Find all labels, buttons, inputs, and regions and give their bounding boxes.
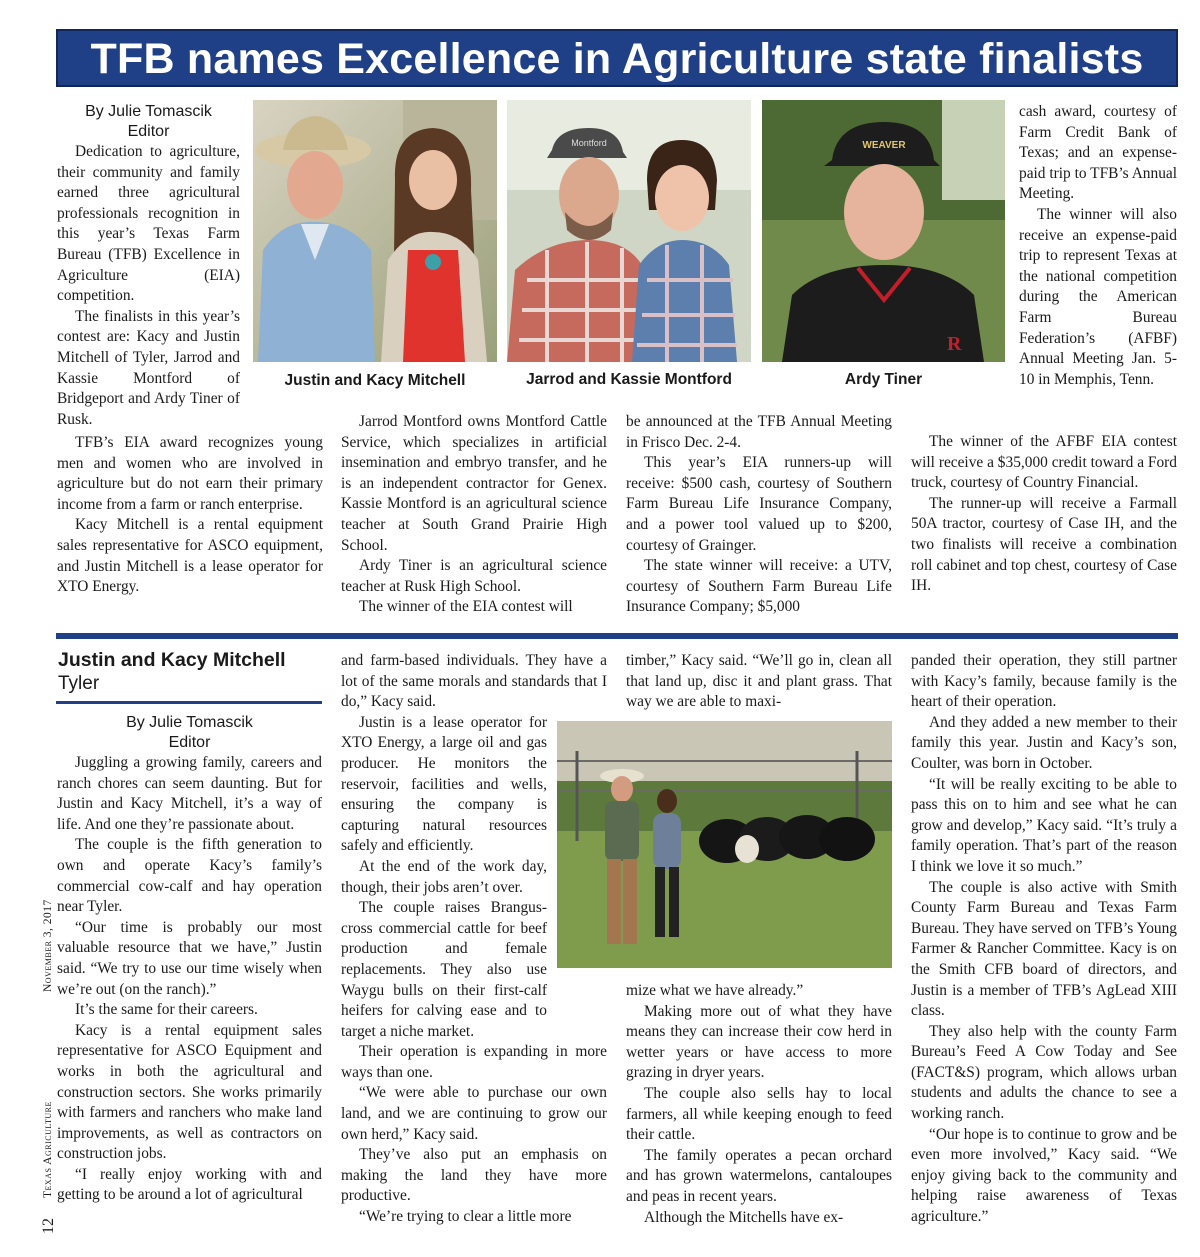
photo-ranch-image [557,721,892,968]
paragraph: Juggling a growing family, careers and ranch chores can seem daunting. But for Justin and Kacy Mitchell, it’s a way of life. And one they’re passionate about. [57,754,322,833]
paragraph: timber,” Kacy said. “We’ll go in, clean all that land up, disc it and plant grass. That way we are able to maxi- [626,652,892,711]
story-byline-title: Editor [168,734,211,751]
paragraph: panded their operation, they still partner with Kacy’s family, because family is the heart of their operation. [911,652,1177,711]
paragraph: cash award, courtesy of Farm Credit Bank of Texas; and an expense-paid trip to TFB’s Annual Meeting. [1019,103,1177,203]
paragraph: be announced at the TFB Annual Meeting in Frisco Dec. 2-4. [626,413,892,451]
paragraph: Ardy Tiner is an agricultural science teacher at Rusk High School. [341,557,607,595]
paragraph: This year’s EIA runners-up will receive: $500 cash, courtesy of Southern Farm Bureau Life Insurance Company, and a power tool valued up to $200, courtesy of Grainger. [626,454,892,554]
story-column-1 [57,713,322,1206]
paragraph: The couple is also active with Smith County Farm Bureau and Texas Farm Bureau. They have served on TFB’s Young Farmer & Rancher Committee. Kacy is on the Smith CFB board of directors, and Justin is a member of TFB’s AgLead XIII class. [911,878,1177,1020]
story-column-3-lower [626,981,892,1228]
photo-montford-image [507,100,751,362]
caption-mitchell: Justin and Kacy Mitchell [284,372,466,389]
paragraph: Although the Mitchells have ex- [644,1208,844,1226]
hat-logo-tiner: WEAVER [862,140,906,151]
photo-montford [507,100,751,362]
paragraph: “It will be really exciting to be able to pass this on to him and see what he can grow and develop,” Kacy said. “It’s truly a family operation. That’s part of the reason I think we love it so much.” [911,775,1177,875]
caption-montford: Jarrod and Kassie Montford [526,371,732,388]
paragraph: The runner-up will receive a Farmall 50A tractor, courtesy of Case IH, and the two finalists will receive a combination roll cabinet and top chest, courtesy of Case IH. [911,494,1177,595]
paragraph: Their operation is expanding in more ways than one. [341,1043,607,1081]
paragraph: Kacy Mitchell is a rental equipment sales representative for ASCO equipment, and Justin Mitchell is a lease operator for XTO Energy. [57,516,323,596]
hat-logo-montford: Montford [571,138,607,148]
paragraph: “Our time is probably our most valuable resource that we have,” Justin said. “We try to use our time wisely when we’re out (on the ranch).” [57,918,322,998]
paragraph: It’s the same for their careers. [75,1001,258,1019]
story-title: Justin and Kacy Mitchell [58,649,286,671]
margin-date: November 3, 2017 [42,899,54,992]
top-column-4-upper [1019,102,1177,390]
story-place: Tyler [58,673,100,694]
paragraph: And they added a new member to their family this year. Justin and Kacy’s son, Coulter, was born in October. [911,713,1177,772]
paragraph: “Our hope is to continue to grow and be even more involved,” Kacy said. “We enjoy giving back to the community and helping raise awareness of Texas agriculture.” [911,1125,1177,1226]
caption-tiner: Ardy Tiner [844,371,923,388]
paragraph: Justin is a lease operator for XTO Energy, a large oil and gas producer. He monitors the reservoir, facilities and wells, ensuring the company is capturing natural resources safely and efficiently. [341,713,547,855]
paragraph: “We’re trying to clear a little more [359,1208,572,1226]
photo-tiner [762,100,1005,362]
paragraph: mize what we have already.” [626,982,804,999]
paragraph: The winner will also receive an expense-paid trip to represent Texas at the national competition during the American Farm Bureau Federation’s (AFBF) Annual Meeting Jan. 5-10 in Memphis, Tenn. [1019,205,1177,388]
byline-name: By Julie Tomascik [85,103,212,120]
photo-mitchell-image [253,100,497,362]
paragraph: The finalists in this year’s contest are: Kacy and Justin Mitchell of Tyler, Jarrod and Kassie Montford of Bridgeport and Ardy Tiner of Rusk. [57,307,240,428]
story-column-4 [911,651,1177,1228]
paragraph: Dedication to agriculture, their community and family earned three agricultural professionals recognition in this year’s Texas Farm Bureau (TFB) Excellence in Agriculture (EIA) competition. [57,143,240,305]
byline-title: Editor [127,123,170,140]
shirt-logo-icon: R [947,333,962,355]
paragraph: The couple raises Brangus-cross commercial cattle for beef production and female replacements. They also use Waygu bulls on their first-calf heifers for calving ease and to target a niche market. [341,899,547,1040]
story-title-rule [56,701,322,704]
paragraph: Making more out of what they have means they can increase their cow herd in wetter years or have access to more grazing in dryer years. [626,1002,892,1082]
paragraph: “I really enjoy working with and getting to be around a lot of agricultural [57,1165,322,1204]
margin-publication: Texas Agriculture [42,1101,54,1198]
paragraph: “We were able to purchase our own land, and we are continuing to grow our own herd,” Kacy said. [341,1084,607,1143]
paragraph: The winner of the AFBF EIA contest will receive a $35,000 credit toward a Ford truck, courtesy of Country Financial. [911,433,1177,492]
paragraph: Jarrod Montford owns Montford Cattle Service, which specializes in artificial insemination and embryo transfer, and he is an independent contractor for Genex. Kassie Montford is an agricultural science teacher at South Grand Prairie High School. [341,413,607,554]
paragraph: The state winner will receive: a UTV, courtesy of Southern Farm Bureau Life Insurance Company; $5,000 [626,557,892,616]
paragraph: They’ve also put an emphasis on making the land they have more productive. [341,1146,607,1205]
paragraph: The family operates a pecan orchard and has grown watermelons, cantaloupes and peas in recent years. [626,1146,892,1205]
headline: TFB names Excellence in Agriculture state finalists [90,35,1144,83]
page-number: 12 [40,1218,57,1234]
story-column-3 [626,651,892,713]
paragraph: The couple also sells hay to local farmers, all while keeping enough to feed their cattle. [626,1084,892,1144]
photo-ranch [557,721,892,968]
paragraph: At the end of the work day, though, their jobs aren’t over. [341,857,547,896]
paragraph: and farm-based individuals. They have a lot of the same morals and standards that I do,” Kacy said. [341,652,607,711]
top-column-2 [341,412,607,618]
paragraph: Kacy is a rental equipment sales representative for ASCO Equipment and works in both the agricultural and construction sectors. She works primarily with farmers and ranchers who make land improvements, as well as contractors on construction jobs. [57,1021,322,1163]
paragraph: TFB’s EIA award recognizes young men and women who are involved in agriculture but do not earn their primary income from a farm or ranch enterprise. [57,434,323,513]
top-column-1 [57,102,240,430]
photo-mitchell [253,100,497,362]
headline-banner [56,29,1178,87]
top-column-4-lower [911,432,1177,597]
story-title-block [58,648,318,696]
paragraph: The winner of the EIA contest will [359,598,573,616]
paragraph: They also help with the county Farm Bureau’s Feed A Cow Today and See (FACT&S) program, which allows urban students and adults the chance to see a working ranch. [911,1022,1177,1123]
story-byline-name: By Julie Tomascik [126,714,253,731]
section-divider [56,633,1178,639]
top-column-3 [626,412,892,618]
photo-tiner-image [762,100,1005,362]
story-column-2-narrow [341,713,547,1043]
paragraph: The couple is the fifth generation to own and operate Kacy’s family’s commercial cow-calf and hay operation near Tyler. [57,836,322,916]
top-column-1-lower [57,433,323,598]
